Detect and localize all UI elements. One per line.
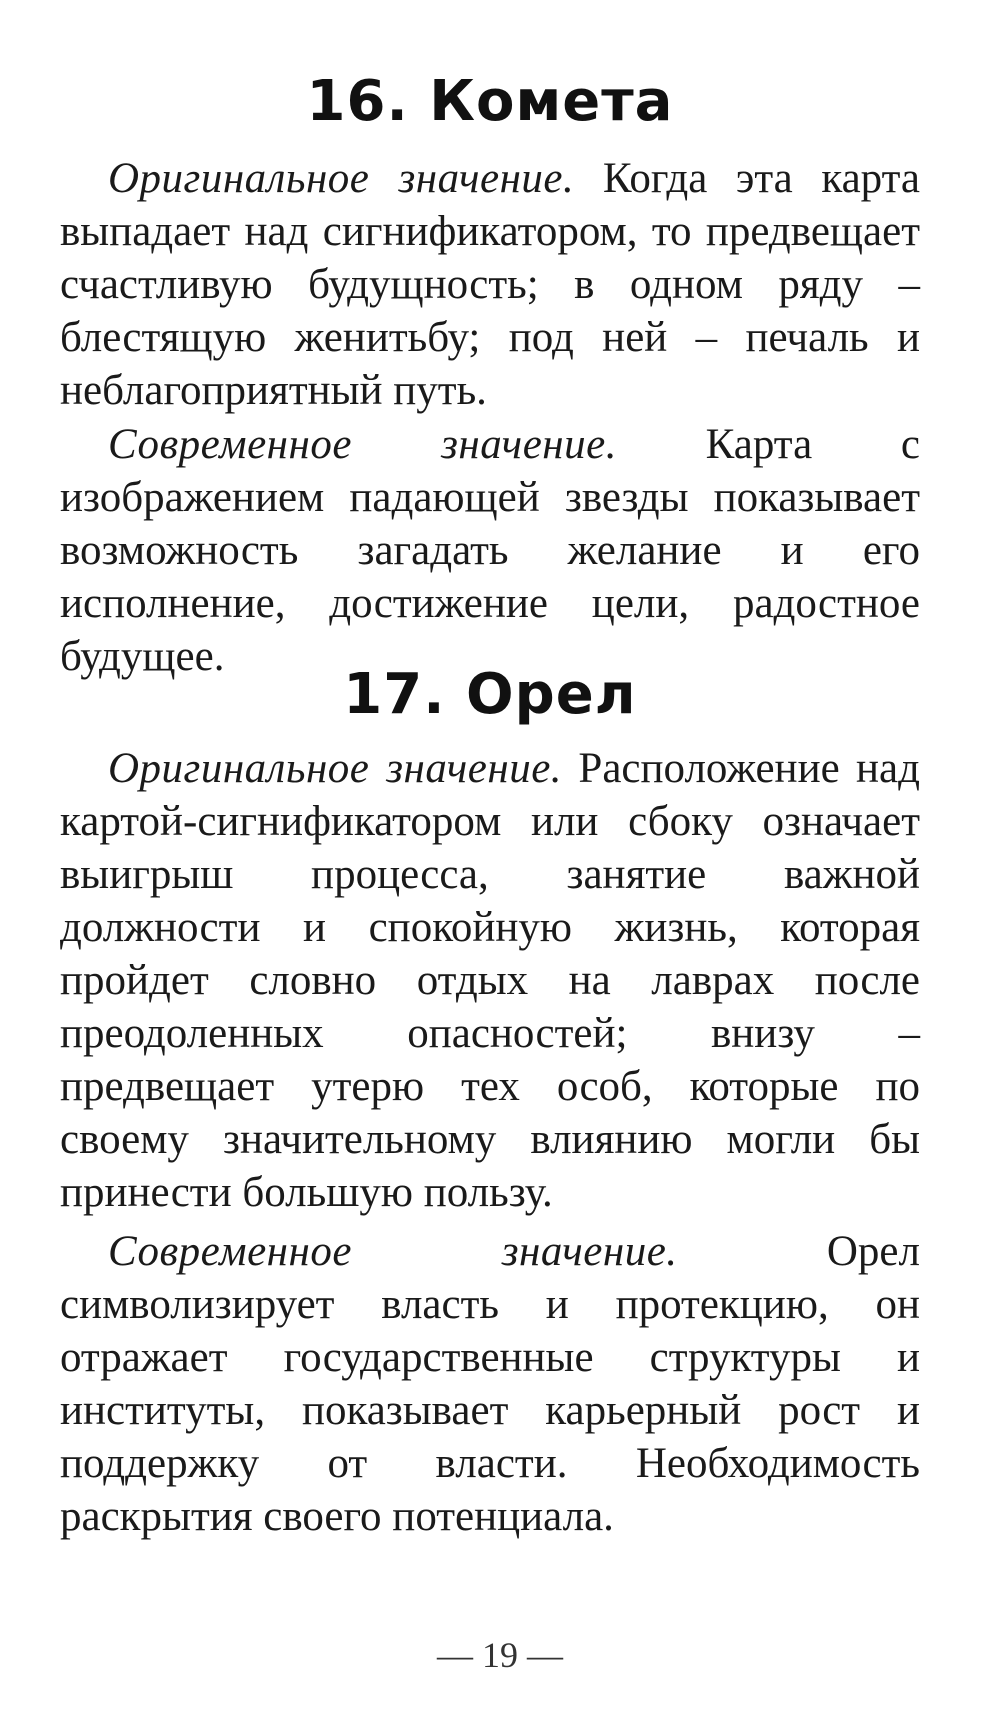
label-modern-meaning: Современное значение. <box>108 1228 678 1275</box>
label-original-meaning: Оригинальное значение. <box>108 155 575 202</box>
page-number: — 19 — <box>437 1635 563 1675</box>
section-title-orel: 17. Орел <box>343 662 637 727</box>
paragraph-kometa-original <box>60 152 920 417</box>
label-modern-meaning: Современное значение. <box>108 421 617 468</box>
text-orel-modern: Орел символизирует власть и протекцию, он отражает государственные структуры и институты, показывает карьерный рост и поддержку от власти. Необходимость раскрытия своего потенциала. <box>60 1228 920 1540</box>
paragraph-orel-modern <box>60 1225 920 1543</box>
paragraph-orel-original <box>60 742 920 1219</box>
text-kometa-modern: Карта с изображением падающей звезды показывает возможность загадать желание и его исполнение, достижение цели, радостное будущее. <box>60 421 920 680</box>
section-title-kometa: 16. Комета <box>306 69 674 134</box>
label-original-meaning: Оригинальное значение. <box>108 745 563 792</box>
paragraph-kometa-modern <box>60 418 920 683</box>
text-kometa-original: Когда эта карта выпадает над сигнификатором, то предвещает счастливую будущность; в одном ряду – блестящую женитьбу; под ней – печаль и неблагоприятный путь. <box>60 155 920 414</box>
text-orel-original: Расположение над картой-сигнификатором или сбоку означает выигрыш процесса, занятие важной должности и спокойную жизнь, которая пройдет словно отдых на лаврах после преодоленных опасностей; внизу – предвещает утерю тех особ, которые по своему значительному влиянию могли бы принести большую пользу. <box>60 745 920 1216</box>
